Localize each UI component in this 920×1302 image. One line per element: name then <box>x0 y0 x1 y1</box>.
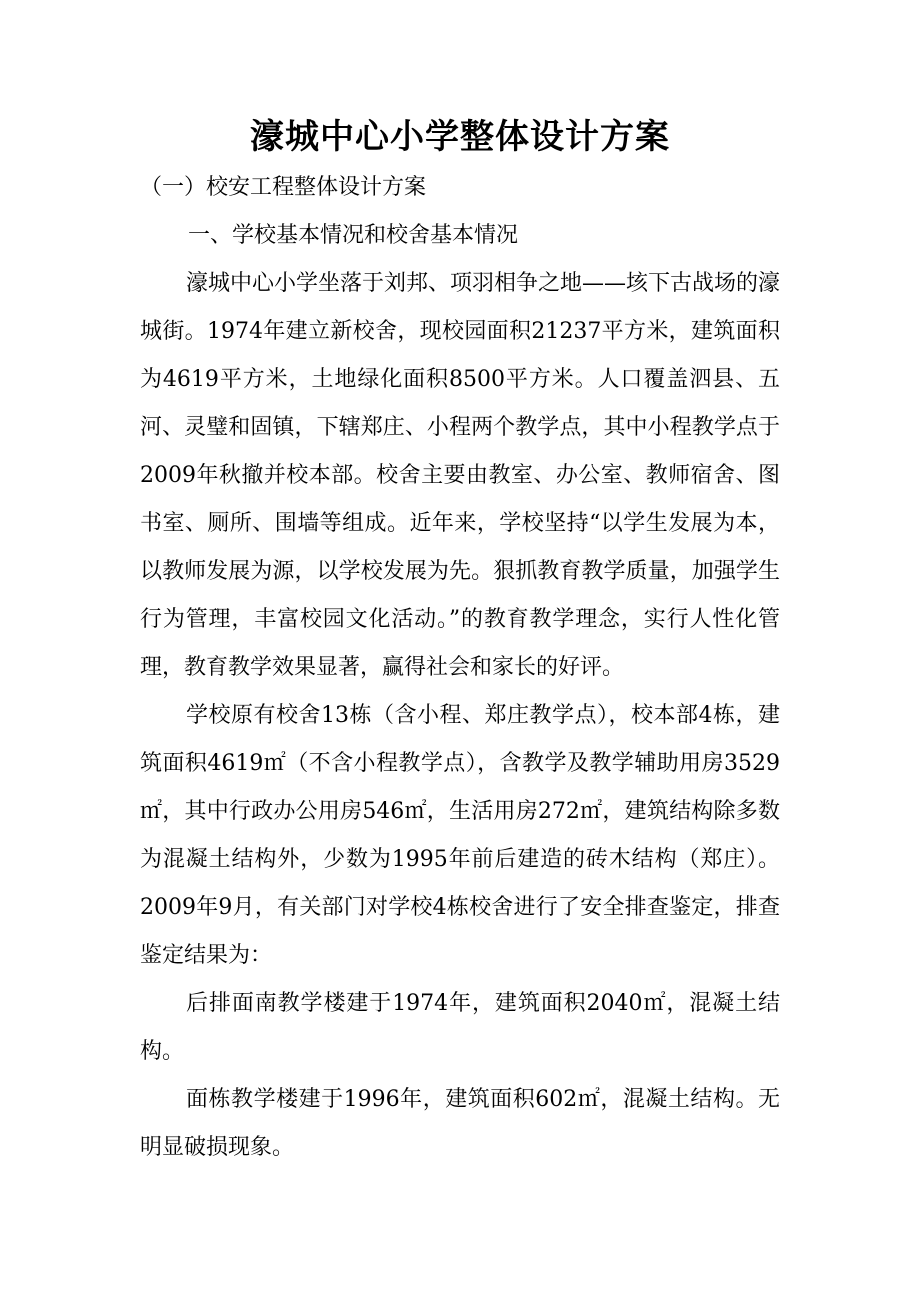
paragraph-school-overview: 濠城中心小学坐落于刘邦、项羽相争之地——垓下古战场的濠城街。1974年建立新校舍，现校园面积21237平方米，建筑面积为4619平方米，土地绿化面积8500平方米。人口覆盖泗县、五河、灵璧和固镇，下辖郑庄、小程两个教学点，其中小程教学点于2009年秋撤并校本部。校舍主要由教室、办公室、教师宿舍、图书室、厕所、围墙等组成。近年来，学校坚持“以学生发展为本，以教师发展为源，以学校发展为先。狠抓教育教学质量，加强学生行为管理，丰富校园文化活动。”的教育教学理念，实行人性化管理，教育教学效果显著，赢得社会和家长的好评。 <box>140 271 781 680</box>
paragraph-building-info: 学校原有校舍13栋（含小程、郑庄教学点），校本部4栋，建筑面积4619㎡（不含小程教学点），含教学及教学辅助用房3529㎡，其中行政办公用房546㎡，生活用房272㎡，建筑结构除多数为混凝土结构外，少数为1995年前后建造的砖木结构（郑庄）。2009年9月，有关部门对学校4栋校舍进行了安全排查鉴定，排查鉴定结果为： <box>140 703 780 968</box>
document-title: 濠城中心小学整体设计方案 <box>250 117 670 157</box>
paragraph-front-building: 面栋教学楼建于1996年，建筑面积602㎡，混凝土结构。无明显破损现象。 <box>140 1087 780 1160</box>
section-heading: 一、学校基本情况和校舍基本情况 <box>188 223 519 248</box>
paragraph-south-building: 后排面南教学楼建于1974年，建筑面积2040㎡，混凝土结构。 <box>140 991 780 1064</box>
subtitle-heading: （一）校安工程整体设计方案 <box>140 175 427 200</box>
